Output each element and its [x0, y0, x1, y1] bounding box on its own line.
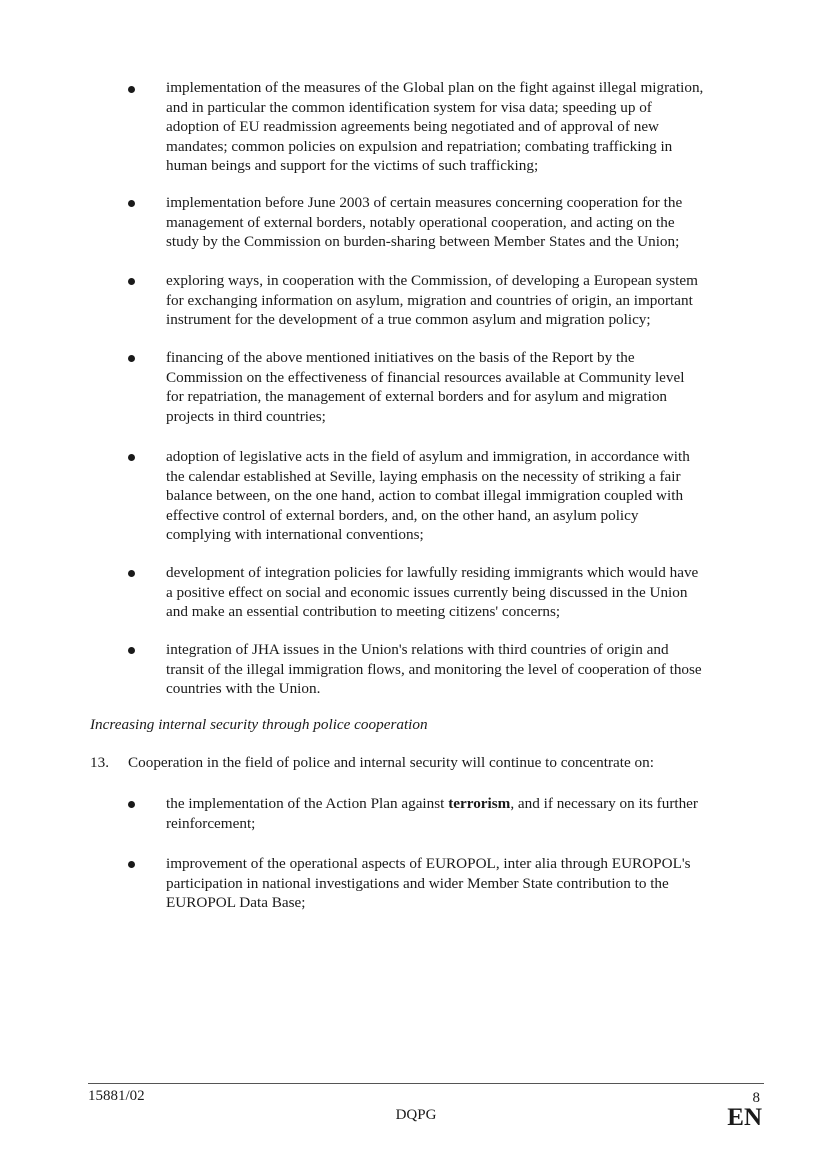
list-item-line: and make an essential contribution to meeting citizens' concerns;: [166, 603, 561, 621]
list-item-line: development of integration policies for lawfully residing immigrants which would have: [166, 564, 699, 581]
list-item-line: financing of the above mentioned initiatives on the basis of the Report by the: [166, 349, 635, 366]
list-item-line: Commission on the effectiveness of financial resources available at Community level: [166, 368, 685, 386]
language-code: EN: [727, 1104, 762, 1131]
list-item: [166, 794, 698, 833]
list-item: [166, 854, 691, 913]
bullet-marker: [128, 570, 135, 577]
list-item-line: management of external borders, notably operational cooperation, and acting on the: [166, 213, 675, 231]
list-item-line: balance between, on the one hand, action to combat illegal immigration coupled with: [166, 487, 684, 505]
bullet-marker: [128, 200, 135, 207]
list-item-line: the calendar established at Seville, laying emphasis on the necessity of striking a fair: [166, 467, 681, 485]
list-item-line: exploring ways, in cooperation with the Commission, of developing a European system: [166, 272, 698, 289]
department-code: DQPG: [395, 1107, 437, 1123]
list-item-line: implementation of the measures of the Global plan on the fight against illegal migration,: [166, 79, 704, 96]
bullet-marker: [128, 861, 135, 868]
list-item: [166, 640, 702, 699]
list-item: [166, 193, 682, 252]
list-item: [166, 78, 703, 176]
list-item-line: for repatriation, the management of external borders and for asylum and migration: [166, 388, 668, 406]
paragraph-text: Cooperation in the field of police and internal security will continue to concentrate on:: [128, 754, 654, 771]
bullet-marker: [128, 278, 135, 285]
list-item-line: implementation before June 2003 of certain measures concerning cooperation for the: [166, 194, 683, 211]
list-item-line: for exchanging information on asylum, migration and countries of origin, an important: [166, 291, 693, 309]
list-item-line: [166, 794, 698, 814]
list-item-line: participation in national investigations and wider Member State contribution to the: [166, 874, 669, 892]
list-item-line: projects in third countries;: [166, 407, 326, 425]
page-number: 8: [752, 1090, 760, 1106]
bullet-marker: [128, 355, 135, 362]
list-item-line: adoption of legislative acts in the field of asylum and immigration, in accordance with: [166, 448, 690, 465]
bullet-marker: [128, 454, 135, 461]
bullet-marker: [128, 801, 135, 808]
bullet-marker: [128, 86, 135, 93]
list-item-line: adoption of EU readmission agreements being negotiated and of approval of new: [166, 118, 660, 136]
list-item-line: reinforcement;: [166, 814, 256, 832]
document-number: 15881/02: [88, 1088, 145, 1104]
list-item-line: study by the Commission on burden-sharing between Member States and the Union;: [166, 233, 680, 251]
list-item-line: transit of the illegal immigration flows, and monitoring the level of cooperation of those: [166, 660, 702, 678]
emphasis-term: terrorism: [448, 795, 511, 812]
list-item: [166, 447, 690, 545]
list-item-line: instrument for the development of a true common asylum and migration policy;: [166, 311, 651, 329]
list-item-text: , and if necessary on its further: [510, 795, 698, 812]
list-item-line: improvement of the operational aspects of EUROPOL, inter alia through EUROPOL's: [166, 855, 691, 872]
list-item: [166, 271, 698, 330]
list-item-line: EUROPOL Data Base;: [166, 894, 306, 912]
list-item-line: integration of JHA issues in the Union's relations with third countries of origin and: [166, 641, 669, 658]
list-item-line: human beings and support for the victims of such trafficking;: [166, 157, 539, 175]
footer-divider: [88, 1083, 764, 1084]
paragraph-number: 13.: [90, 754, 109, 771]
list-item-line: complying with international conventions;: [166, 526, 424, 544]
list-item-line: countries with the Union.: [166, 680, 321, 698]
list-item-line: and in particular the common identification system for visa data; speeding up of: [166, 98, 652, 116]
list-item: [166, 348, 684, 426]
list-item: [166, 563, 698, 622]
list-item-text: the implementation of the Action Plan against: [166, 795, 449, 812]
bullet-marker: [128, 647, 135, 654]
section-heading: Increasing internal security through police cooperation: [90, 716, 428, 733]
list-item-line: effective control of external borders, and, on the other hand, an asylum policy: [166, 506, 639, 524]
list-item-line: a positive effect on social and economic issues currently being discussed in the Union: [166, 583, 688, 601]
list-item-line: mandates; common policies on expulsion and repatriation; combating trafficking in: [166, 137, 673, 155]
